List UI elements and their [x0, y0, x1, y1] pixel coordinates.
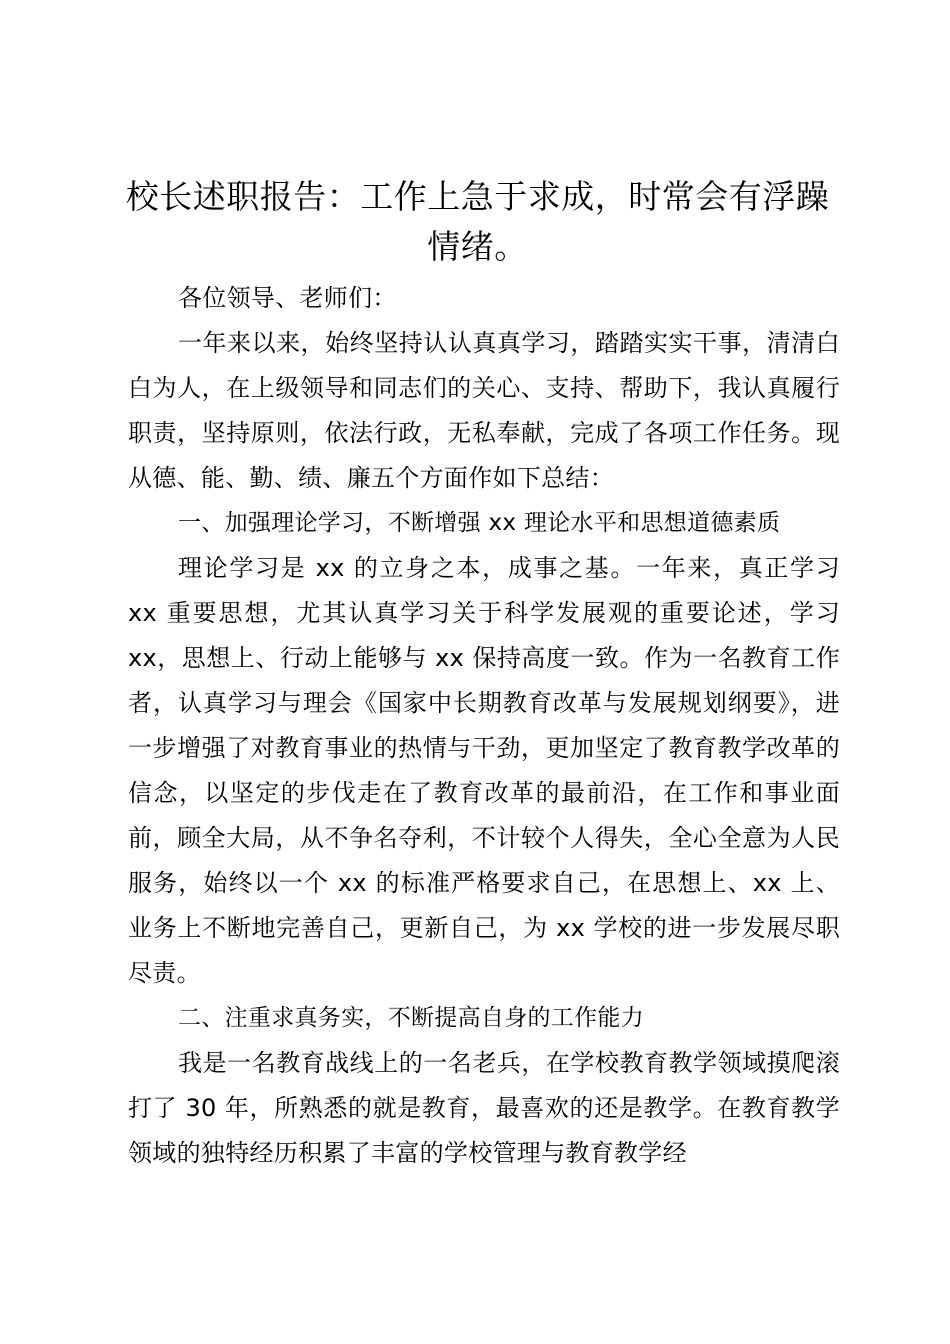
section-2-heading: 二、注重求真务实，不断提高自身的工作能力: [178, 1005, 644, 1031]
document-body: [128, 276, 840, 1176]
section-1-paragraph: 理论学习是 xx 的立身之本，成事之基。一年来，真正学习 xx 重要思想，尤其认真学习关于科学发展观的重要论述，学习 xx，思想上、行动上能够与 xx 保持高度一致。作为一名教育工作者，认真学习与理会《国家中长期教育改革与发展规划纲要》，进一步增强了对教育事业的热情与干劲，更加坚定了教育教学改革的信念，以坚定的步伐走在了教育改革的最前沿，在工作和事业面前，顾全大局，从不争名夺利，不计较个人得失，全心全意为人民服务，始终以一个 xx 的标准严格要求自己，在思想上、xx 上、业务上不断地完善自己，更新自己，为 xx 学校的进一步发展尽职尽责。: [128, 554, 840, 987]
section-1-heading: 一、加强理论学习，不断增强 xx 理论水平和思想道德素质: [178, 510, 781, 536]
intro-paragraph: 一年来以来，始终坚持认认真真学习，踏踏实实干事，清清白白为人，在上级领导和同志们的关心、支持、帮助下，我认真履行职责，坚持原则，依法行政，无私奉献，完成了各项工作任务。现从德、能、勤、绩、廉五个方面作如下总结：: [128, 329, 840, 492]
section-2-paragraph: 我是一名教育战线上的一名老兵，在学校教育教学领域摸爬滚打了 30 年，所熟悉的就是教育，最喜欢的还是教学。在教育教学领域的独特经历积累了丰富的学校管理与教育教学经: [128, 1049, 840, 1167]
document-title: 校长述职报告：工作上急于求成，时常会有浮躁情绪。: [125, 177, 830, 266]
salutation: 各位领导、老师们：: [178, 284, 397, 312]
